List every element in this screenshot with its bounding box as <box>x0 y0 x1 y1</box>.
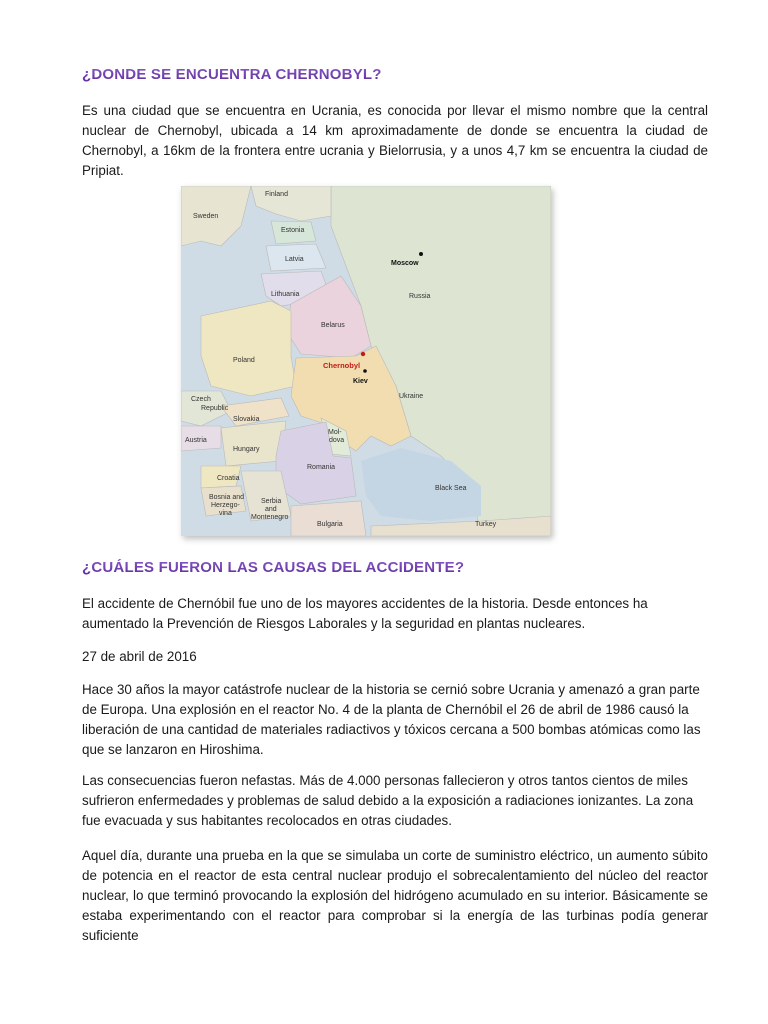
label-moldova-line1: Mol- <box>328 429 342 436</box>
map-graphic <box>181 186 551 536</box>
kiev-marker <box>363 369 367 373</box>
label-slovakia: Slovakia <box>233 416 260 423</box>
article-paragraph-3: Aquel día, durante una prueba en la que se simulaba un corte de suministro eléctrico, un aumento súbito de potencia en el reactor de esta central nuclear produjo el sobrecalentamiento del núcleo del reactor nuclear, lo que terminó provocando la explosión del hidrógeno acumulado en su interior. Básicamente se estaba experimentando con el reactor para comprobar si la energía de las turbinas podía generar suficiente <box>82 848 708 943</box>
label-latvia: Latvia <box>285 256 304 263</box>
causes-intro: El accidente de Chernóbil fue uno de los mayores accidentes de la historia. Desde entonces ha aumentado la Prevención de Riesgos Laborales y la seguridad en plantas nucleares. <box>82 596 648 631</box>
article-paragraph-1: Hace 30 años la mayor catástrofe nuclear de la historia se cernió sobre Ucrania y amenazó a gran parte de Europa. Una explosión en el reactor No. 4 de la planta de Chernóbil el 26 de abril de 1986 causó la liberación de una cantidad de materiales radiactivos y tóxicos cercana a 500 bombas atómicas como las que se lanzaron en Hiroshima. <box>82 682 701 757</box>
article-paragraph-2: Las consecuencias fueron nefastas. Más de 4.000 personas fallecieron y otros tantos cientos de miles sufrieron enfermedades y problemas de salud debido a la exposición a radiaciones ionizantes. La zona fue evacuada y sus habitantes recolocados en otras ciudades. <box>82 773 694 828</box>
article-date: 27 de abril de 2016 <box>82 649 197 664</box>
label-austria: Austria <box>185 437 207 444</box>
label-chernobyl: Chernobyl <box>323 361 361 370</box>
chernobyl-marker <box>361 352 365 356</box>
label-estonia: Estonia <box>281 227 305 234</box>
label-bosnia-line3: vina <box>219 510 232 517</box>
label-republic: Republic <box>201 405 229 412</box>
europe-map <box>181 186 551 536</box>
label-serbia-line1: Serbia <box>261 498 282 505</box>
label-turkey: Turkey <box>475 521 497 528</box>
label-romania: Romania <box>307 464 336 471</box>
label-hungary: Hungary <box>233 446 260 453</box>
section-heading-causes: ¿CUÁLES FUERON LAS CAUSAS DEL ACCIDENTE? <box>82 559 465 576</box>
label-bosnia-line1: Bosnia and <box>209 494 245 501</box>
label-croatia: Croatia <box>217 475 240 482</box>
label-moldova-line2: dova <box>329 437 345 444</box>
label-poland: Poland <box>233 357 255 364</box>
label-serbia-line2: and <box>265 506 277 513</box>
label-russia: Russia <box>409 293 431 300</box>
label-kiev: Kiev <box>353 378 368 385</box>
label-black-sea: Black Sea <box>435 485 467 492</box>
label-moscow: Moscow <box>391 260 419 267</box>
label-bosnia-line2: Herzego- <box>211 502 240 509</box>
label-belarus: Belarus <box>321 322 345 329</box>
label-ukraine: Ukraine <box>399 393 424 400</box>
moscow-marker <box>419 252 423 256</box>
label-czech: Czech <box>191 396 211 403</box>
label-lithuania: Lithuania <box>271 291 300 298</box>
location-paragraph: Es una ciudad que se encuentra en Ucrania, es conocida por llevar el mismo nombre que la central nuclear de Chernobyl, ubicada a 14 km aproximadamente de donde se encuentra la ciudad de Chernobyl, a 16km de la frontera entre ucrania y Bielorrusia, y a unos 4,7 km se encuentra la ciudad de Pripiat. <box>82 103 708 178</box>
label-serbia-line3: Montenegro <box>251 514 289 521</box>
section-heading-location: ¿DONDE SE ENCUENTRA CHERNOBYL? <box>82 66 382 83</box>
label-finland: Finland <box>265 191 288 198</box>
label-bulgaria: Bulgaria <box>317 521 343 528</box>
label-sweden: Sweden <box>193 213 219 220</box>
